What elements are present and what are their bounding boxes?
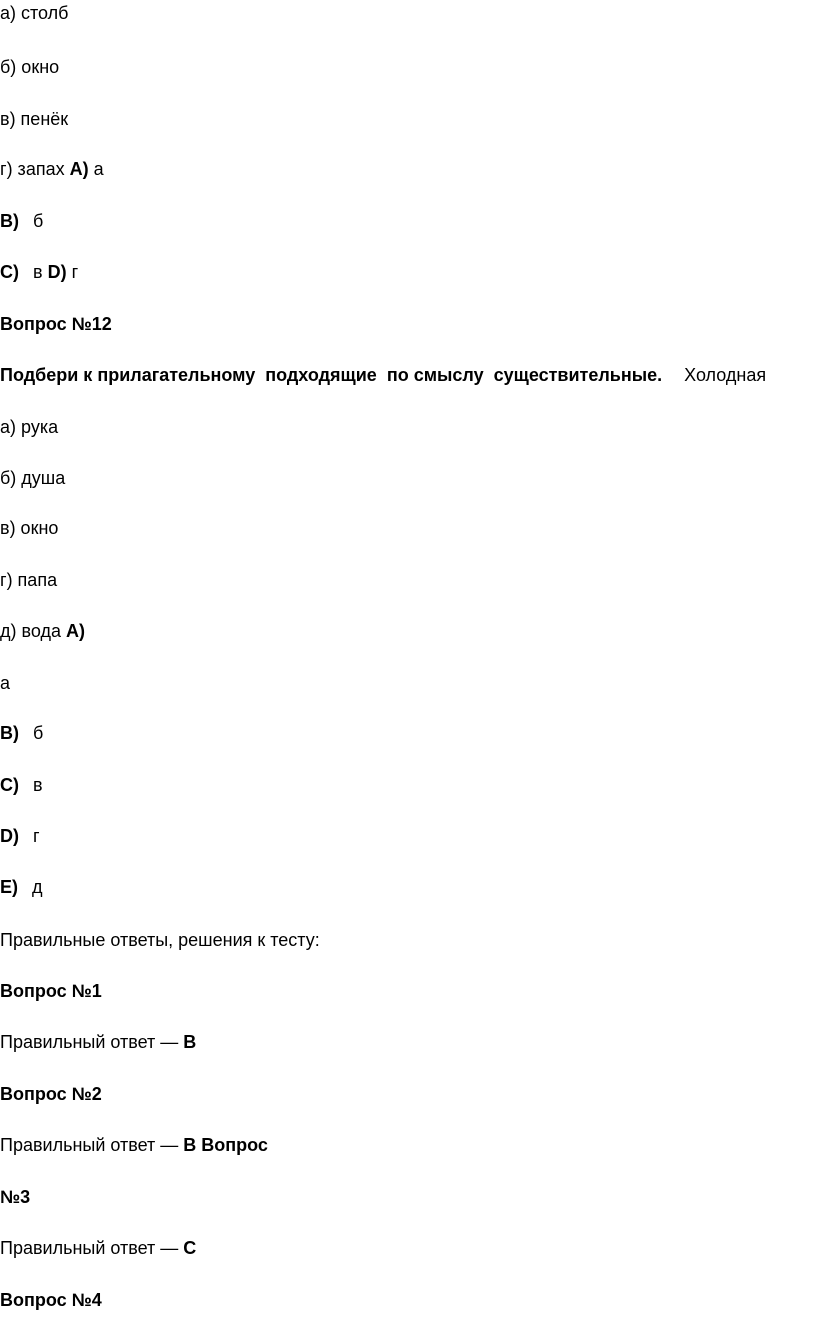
q12-answer-c-text: в: [33, 775, 43, 795]
answer-a-label: A): [69, 159, 89, 179]
q12-option-b: б) душа: [0, 468, 66, 488]
option-g-with-answer-a: [0, 158, 104, 180]
q12-answer-b-label: B): [0, 723, 19, 743]
answer-b-row: [0, 210, 43, 232]
solution-3-title-part: Вопрос: [201, 1135, 268, 1155]
q12-answer-c-row: [0, 774, 43, 796]
q12-option-d-row: [0, 620, 85, 642]
q12-answer-a-text: а: [0, 673, 11, 693]
answer-d-text: г: [71, 262, 79, 282]
question-12-prompt: Подбери к прилагательному подходящие по смыслу существительные.: [0, 365, 663, 385]
solution-3-answer-row: [0, 1237, 196, 1259]
answer-b-text: б: [33, 211, 44, 231]
q12-answer-e-row: [0, 876, 43, 898]
option-b: б) окно: [0, 57, 60, 77]
solution-1-answer-row: [0, 1031, 196, 1053]
q12-answer-d-label: D): [0, 826, 19, 846]
question-12-title: Вопрос №12: [0, 314, 112, 334]
q12-option-g: г) папа: [0, 570, 58, 590]
solution-4-title: Вопрос №4: [0, 1290, 102, 1310]
solution-2-answer-row: [0, 1134, 268, 1156]
solutions-heading: Правильные ответы, решения к тесту:: [0, 930, 320, 950]
option-g: г) запах: [0, 159, 65, 179]
answer-d-label: D): [47, 262, 67, 282]
question-12-adjective: Холодная: [684, 365, 767, 385]
q12-answer-e-label: E): [0, 877, 18, 897]
correct-answer-prefix: Правильный ответ —: [0, 1032, 184, 1052]
solution-2-answer: B: [183, 1135, 197, 1155]
q12-answer-b-row: [0, 722, 43, 744]
solution-3-answer: C: [183, 1238, 197, 1258]
q12-answer-a-label: A): [66, 621, 86, 641]
answer-a-text: а: [93, 159, 104, 179]
q12-answer-e-text: д: [32, 877, 43, 897]
q12-answer-d-row: [0, 825, 40, 847]
question-12-prompt-row: [0, 364, 766, 386]
q12-answer-b-text: б: [33, 723, 44, 743]
correct-answer-prefix: Правильный ответ —: [0, 1135, 184, 1155]
answer-c-text: в: [33, 262, 43, 282]
option-v: в) пенёк: [0, 109, 69, 129]
q12-option-a: а) рука: [0, 417, 59, 437]
q12-option-d: д) вода: [0, 621, 61, 641]
option-a: а) столб: [0, 3, 69, 23]
q12-answer-c-label: C): [0, 775, 19, 795]
solution-1-answer: B: [183, 1032, 197, 1052]
q12-answer-d-text: г: [33, 826, 40, 846]
solution-1-title: Вопрос №1: [0, 981, 102, 1001]
q12-option-v: в) окно: [0, 518, 59, 538]
solution-3-title-number: №3: [0, 1187, 31, 1207]
correct-answer-prefix: Правильный ответ —: [0, 1238, 184, 1258]
answer-c-label: C): [0, 262, 19, 282]
answer-c-d-row: [0, 261, 78, 283]
solution-2-title: Вопрос №2: [0, 1084, 102, 1104]
answer-b-label: B): [0, 211, 19, 231]
